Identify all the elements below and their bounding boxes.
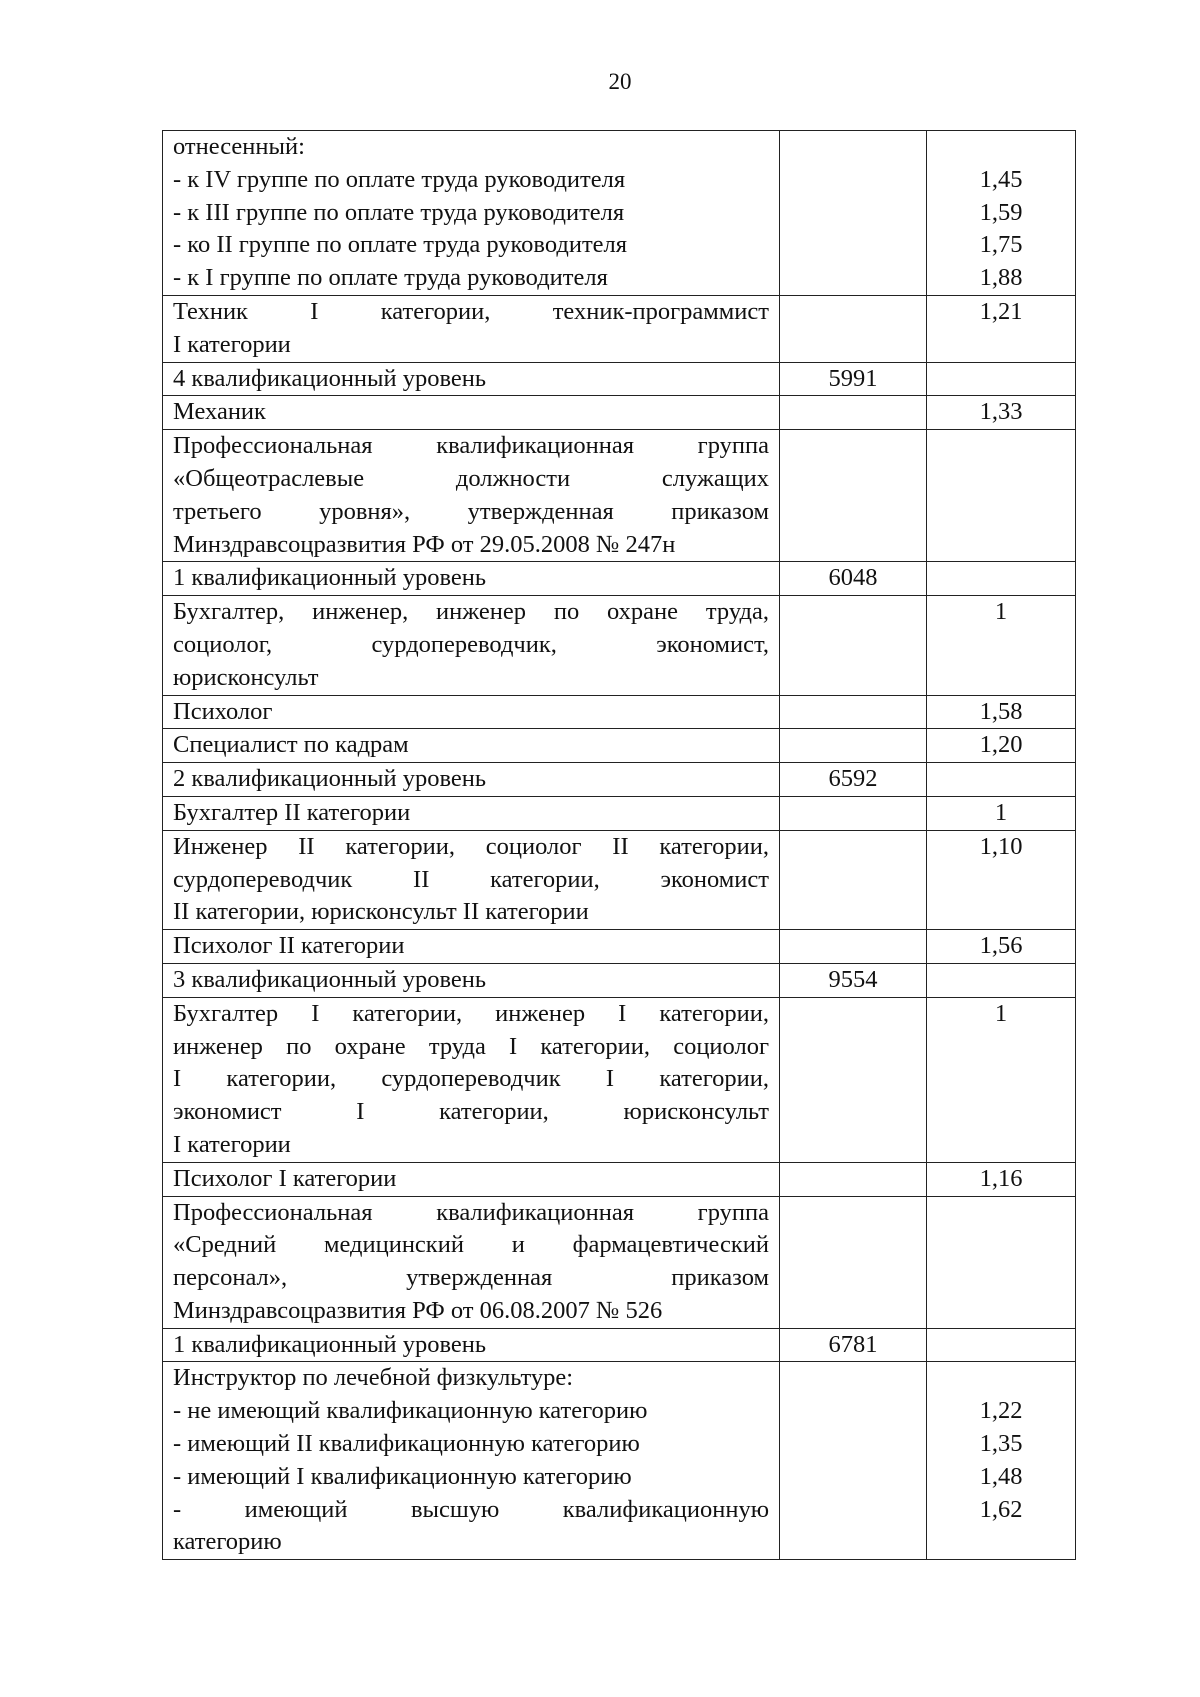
base-salary-cell <box>780 695 927 729</box>
table-row <box>163 562 1076 596</box>
position-cell <box>163 1328 780 1362</box>
coefficient-value: 1,59 <box>979 198 1023 226</box>
coefficient-value: 1 <box>994 598 1008 626</box>
coefficient-cell <box>927 763 1076 797</box>
table-row <box>163 596 1076 695</box>
position-text-line: Бухгалтер II категории <box>173 798 411 826</box>
base-salary-cell <box>780 362 927 396</box>
base-salary-cell <box>780 1196 927 1328</box>
table-row <box>163 1196 1076 1328</box>
position-text-line: - имеющий высшую квалификационную <box>173 1495 769 1523</box>
position-text-line: 3 квалификационный уровень <box>173 965 487 993</box>
position-text-line: Минздравсоцразвития РФ от 29.05.2008 № 247н <box>173 530 676 558</box>
coefficient-cell <box>927 830 1076 929</box>
page-number: 20 <box>608 69 632 94</box>
position-cell <box>163 596 780 695</box>
coefficient-value: 1,45 <box>979 165 1023 193</box>
position-cell <box>163 131 780 296</box>
table-row <box>163 131 1076 296</box>
table-row <box>163 362 1076 396</box>
position-text-line: инженер по охране труда I категории, социолог <box>173 1032 769 1060</box>
base-salary-value: 5991 <box>828 364 878 392</box>
base-salary-cell <box>780 930 927 964</box>
position-cell <box>163 1162 780 1196</box>
position-text-line: сурдопереводчик II категории, экономист <box>173 865 769 893</box>
coefficient-value: 1,88 <box>979 264 1023 292</box>
position-cell <box>163 430 780 562</box>
table-row <box>163 963 1076 997</box>
base-salary-cell <box>780 963 927 997</box>
position-text-line: Инженер II категории, социолог II категории, <box>173 832 769 860</box>
position-text-line: - к I группе по оплате труда руководителя <box>173 264 608 292</box>
position-cell <box>163 1362 780 1560</box>
table-row <box>163 763 1076 797</box>
table-row <box>163 430 1076 562</box>
position-text-line: Психолог <box>173 697 273 725</box>
coefficient-value <box>937 430 1065 463</box>
base-salary-cell <box>780 729 927 763</box>
qualification-table <box>162 130 1076 1560</box>
coefficient-value: 1,62 <box>979 1495 1023 1523</box>
position-text-line: «Общеотраслевые должности служащих <box>173 464 769 492</box>
coefficient-value <box>937 363 1065 396</box>
position-cell <box>163 695 780 729</box>
base-salary-cell <box>780 131 927 296</box>
coefficient-value: 1,58 <box>979 697 1023 725</box>
position-cell <box>163 796 780 830</box>
position-text-line: персонал», утвержденная приказом <box>173 1264 769 1292</box>
position-text-line: Психолог II категории <box>173 932 405 960</box>
table-row <box>163 1362 1076 1560</box>
base-salary-value: 6048 <box>828 564 878 592</box>
position-text-line: социолог, сурдопереводчик, экономист, <box>173 630 769 658</box>
position-text-line: Психолог I категории <box>173 1164 397 1192</box>
position-text-line: Техник I категории, техник-программист <box>173 297 769 325</box>
position-text-line: 1 квалификационный уровень <box>173 1330 487 1358</box>
table-row <box>163 396 1076 430</box>
position-cell <box>163 830 780 929</box>
base-salary-cell <box>780 1362 927 1560</box>
coefficient-cell <box>927 396 1076 430</box>
position-text-line: Специалист по кадрам <box>173 731 409 759</box>
position-text-line: отнесенный: <box>173 133 305 160</box>
position-text-line: Профессиональная квалификационная группа <box>173 1198 769 1226</box>
position-cell <box>163 729 780 763</box>
coefficient-cell <box>927 596 1076 695</box>
coefficient-value: 1,35 <box>979 1430 1023 1458</box>
coefficient-cell <box>927 1196 1076 1328</box>
position-text-line: Бухгалтер, инженер, инженер по охране труда, <box>173 598 769 626</box>
position-text-line: экономист I категории, юрисконсульт <box>173 1098 769 1126</box>
coefficient-value: 1,10 <box>979 832 1023 860</box>
coefficient-cell <box>927 729 1076 763</box>
table-row <box>163 997 1076 1162</box>
coefficient-value <box>937 1197 1065 1230</box>
coefficient-cell <box>927 131 1076 296</box>
position-text-line: I категории <box>173 330 291 358</box>
coefficient-value <box>937 1329 1065 1362</box>
position-text-line: I категории <box>173 1130 291 1158</box>
coefficient-value: 1,16 <box>979 1164 1023 1192</box>
coefficient-value <box>937 763 1065 796</box>
position-text-line: - имеющий II квалификационную категорию <box>173 1430 640 1458</box>
position-text-line: «Средний медицинский и фармацевтический <box>173 1231 769 1259</box>
base-salary-cell <box>780 1328 927 1362</box>
coefficient-value: 1 <box>994 999 1008 1027</box>
coefficient-value <box>937 1362 1065 1395</box>
position-text-line: третьего уровня», утвержденная приказом <box>173 497 769 525</box>
position-text-line: - имеющий I квалификационную категорию <box>173 1462 632 1490</box>
position-cell <box>163 1196 780 1328</box>
base-salary-value: 6592 <box>828 765 878 793</box>
position-cell <box>163 930 780 964</box>
coefficient-cell <box>927 930 1076 964</box>
table-row <box>163 729 1076 763</box>
base-salary-cell <box>780 796 927 830</box>
coefficient-cell <box>927 295 1076 362</box>
position-cell <box>163 562 780 596</box>
base-salary-cell <box>780 430 927 562</box>
coefficient-cell <box>927 362 1076 396</box>
position-text-line: Минздравсоцразвития РФ от 06.08.2007 № 526 <box>173 1296 663 1324</box>
position-text-line: 1 квалификационный уровень <box>173 564 487 592</box>
coefficient-cell <box>927 1162 1076 1196</box>
position-text-line: Профессиональная квалификационная группа <box>173 432 769 460</box>
coefficient-cell <box>927 963 1076 997</box>
coefficient-value <box>937 964 1065 997</box>
position-text-line: I категории, сурдопереводчик I категории, <box>173 1065 769 1093</box>
position-cell <box>163 396 780 430</box>
position-cell <box>163 763 780 797</box>
coefficient-cell <box>927 1328 1076 1362</box>
position-text-line: Бухгалтер I категории, инженер I категории, <box>173 999 769 1027</box>
coefficient-cell <box>927 562 1076 596</box>
coefficient-value: 1,56 <box>979 932 1023 960</box>
coefficient-cell <box>927 796 1076 830</box>
position-text-line: II категории, юрисконсульт II категории <box>173 898 589 926</box>
coefficient-cell <box>927 997 1076 1162</box>
base-salary-value: 6781 <box>828 1330 878 1358</box>
position-cell <box>163 362 780 396</box>
coefficient-value <box>937 131 1065 164</box>
coefficient-cell <box>927 430 1076 562</box>
table-row <box>163 1328 1076 1362</box>
coefficient-cell <box>927 1362 1076 1560</box>
table-row <box>163 796 1076 830</box>
base-salary-cell <box>780 830 927 929</box>
position-text-line: юрисконсульт <box>173 663 319 691</box>
base-salary-cell <box>780 295 927 362</box>
position-text-line: Инструктор по лечебной физкультуре: <box>173 1364 574 1392</box>
position-text-line: категорию <box>173 1528 282 1556</box>
position-text-line: Механик <box>173 398 266 426</box>
coefficient-value: 1,21 <box>979 297 1023 325</box>
base-salary-cell <box>780 562 927 596</box>
position-text-line: 4 квалификационный уровень <box>173 364 487 392</box>
table-row <box>163 695 1076 729</box>
position-text-line: - к III группе по оплате труда руководителя <box>173 198 625 226</box>
base-salary-cell <box>780 997 927 1162</box>
table-row <box>163 295 1076 362</box>
coefficient-cell <box>927 695 1076 729</box>
base-salary-cell <box>780 596 927 695</box>
position-text-line: 2 квалификационный уровень <box>173 765 487 793</box>
position-text-line: - не имеющий квалификационную категорию <box>173 1397 648 1425</box>
coefficient-value: 1,75 <box>979 231 1023 259</box>
base-salary-cell <box>780 1162 927 1196</box>
coefficient-value <box>937 562 1065 595</box>
coefficient-value: 1,48 <box>979 1462 1023 1490</box>
coefficient-value: 1,22 <box>979 1397 1023 1425</box>
coefficient-value: 1,33 <box>979 398 1023 426</box>
base-salary-cell <box>780 396 927 430</box>
table-row <box>163 830 1076 929</box>
position-cell <box>163 295 780 362</box>
position-cell <box>163 963 780 997</box>
table-body <box>163 131 1076 1560</box>
base-salary-value: 9554 <box>828 965 878 993</box>
base-salary-cell <box>780 763 927 797</box>
table-row <box>163 1162 1076 1196</box>
table-row <box>163 930 1076 964</box>
coefficient-value: 1,20 <box>979 731 1023 759</box>
position-cell <box>163 997 780 1162</box>
position-text-line: - к IV группе по оплате труда руководителя <box>173 165 626 193</box>
coefficient-value: 1 <box>994 798 1008 826</box>
position-text-line: - ко II группе по оплате труда руководителя <box>173 231 628 259</box>
